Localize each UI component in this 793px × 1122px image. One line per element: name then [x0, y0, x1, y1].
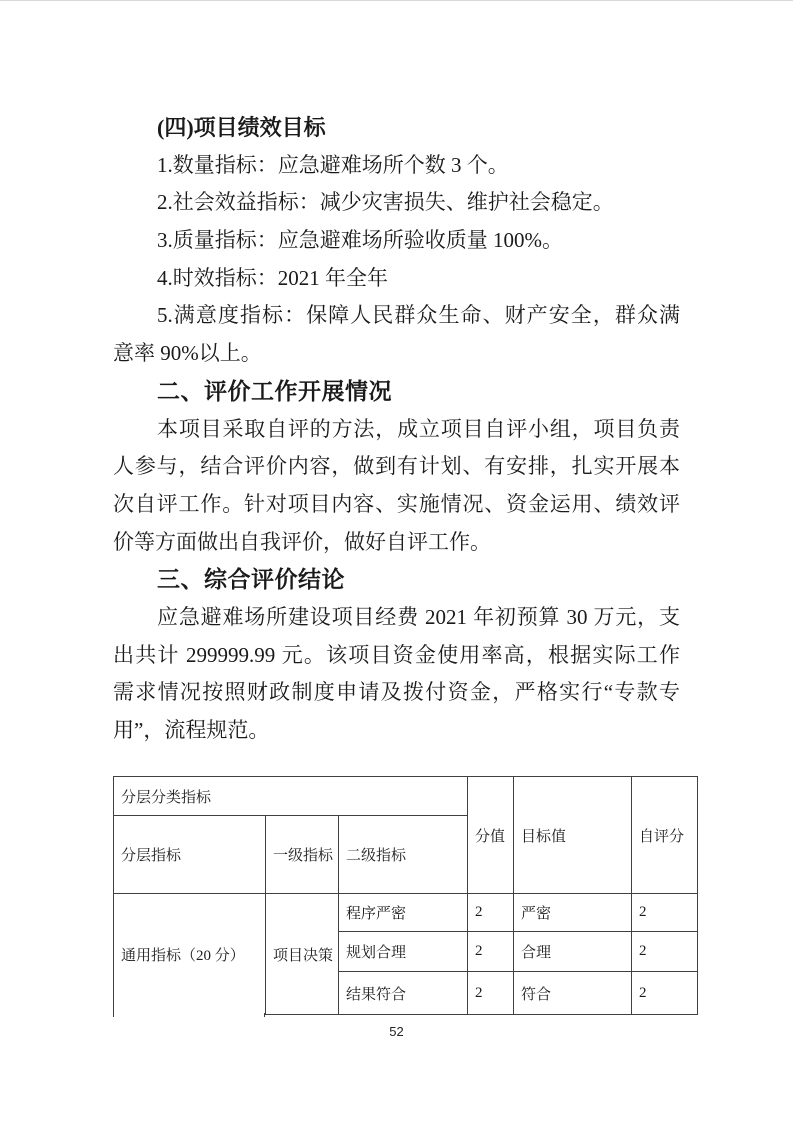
table-header-level2: 二级指标 — [339, 816, 468, 894]
table-header-layer: 分层指标 — [114, 816, 266, 894]
text-line: 意率 90%以上。 — [113, 341, 262, 366]
target-cell: 合理 — [514, 932, 632, 972]
level2-cell: 程序严密 — [339, 894, 468, 932]
score-cell: 2 — [468, 972, 514, 1015]
text-line: 1.数量指标：应急避难场所个数 3 个。 — [157, 152, 509, 177]
self-score-cell: 2 — [632, 932, 698, 972]
section-heading: 二、评价工作开展情况 — [157, 377, 392, 404]
level2-cell: 规划合理 — [339, 932, 468, 972]
text-line: 次自评工作。针对项目内容、实施情况、资金运用、绩效评 — [113, 491, 680, 516]
text-line: 出共计 299999.99 元。该项目资金使用率高，根据实际工作 — [113, 642, 680, 667]
level2-cell: 结果符合 — [339, 972, 468, 1015]
text-line: 4.时效指标：2021 年全年 — [157, 265, 388, 290]
text-line: 用”，流程规范。 — [113, 718, 270, 742]
table-header-score: 分值 — [468, 777, 514, 894]
table-continuation-stub-left — [113, 1013, 114, 1017]
table-continuation-stub-divider — [264, 1013, 265, 1017]
self-score-cell: 2 — [632, 894, 698, 932]
score-cell: 2 — [468, 932, 514, 972]
text-line: 3.质量指标：应急避难场所验收质量 100%。 — [157, 228, 563, 253]
table-row — [114, 894, 698, 932]
document-text-flow — [113, 109, 680, 750]
table-header-level1: 一级指标 — [266, 816, 339, 894]
target-cell: 严密 — [514, 894, 632, 932]
target-cell: 符合 — [514, 972, 632, 1015]
table-header-group-label: 分层分类指标 — [114, 777, 468, 816]
section-heading: (四)项目绩效目标 — [157, 115, 326, 140]
self-score-cell: 2 — [632, 972, 698, 1015]
text-line: 人参与，结合评价内容，做到有计划、有安排，扎实开展本 — [113, 454, 680, 479]
layer-indicator-cell: 通用指标（20 分） — [114, 894, 266, 1015]
text-line: 需求情况按照财政制度申请及拨付资金，严格实行“专款专 — [113, 680, 680, 705]
text-line: 本项目采取自评的方法，成立项目自评小组，项目负责 — [157, 416, 680, 441]
score-cell: 2 — [468, 894, 514, 932]
page-top-edge — [0, 0, 793, 1]
performance-indicator-table — [113, 776, 698, 1015]
text-line: 5.满意度指标：保障人民群众生命、财产安全，群众满 — [157, 303, 680, 328]
page-number: 52 — [389, 1024, 404, 1039]
text-line: 价等方面做出自我评价，做好自评工作。 — [113, 529, 491, 554]
text-line: 应急避难场所建设项目经费 2021 年初预算 30 万元，支 — [157, 604, 680, 629]
table-header-self-score: 自评分 — [632, 777, 698, 894]
section-heading: 三、综合评价结论 — [157, 566, 345, 593]
level1-indicator-cell: 项目决策 — [266, 894, 339, 1015]
table-header-target: 目标值 — [514, 777, 632, 894]
text-line: 2.社会效益指标：减少灾害损失、维护社会稳定。 — [157, 190, 614, 215]
